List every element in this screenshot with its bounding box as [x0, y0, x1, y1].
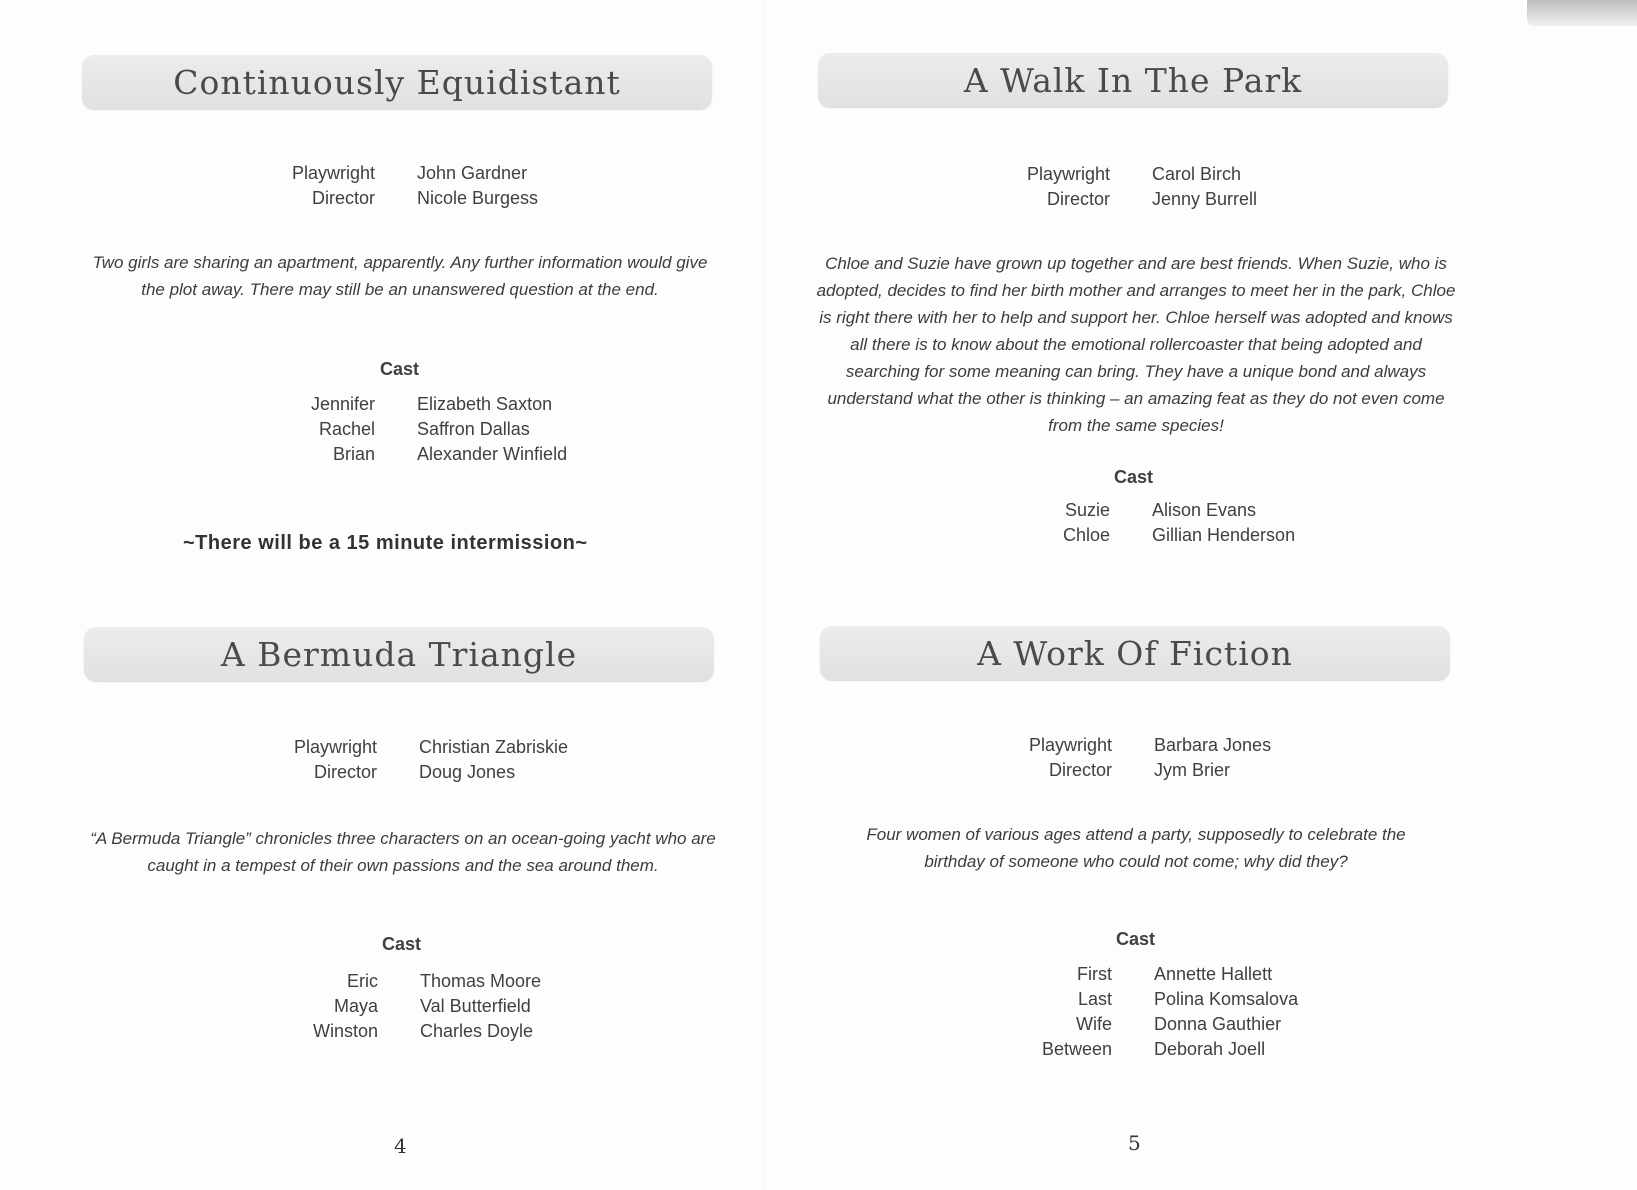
credit-role: Director — [1048, 760, 1112, 780]
cast-heading: Cast — [382, 934, 422, 954]
credits-block — [1000, 162, 1257, 212]
cast-row — [265, 392, 567, 417]
cast-name: Alison Evans — [1152, 500, 1257, 520]
cast-role: Eric — [347, 971, 378, 991]
play-title-banner — [818, 53, 1448, 107]
cast-name: Annette Hallett — [1154, 964, 1273, 984]
cast-row — [1002, 1037, 1298, 1062]
cast-role: First — [1077, 964, 1112, 984]
credit-role: Director — [313, 762, 377, 782]
play-title-banner — [820, 626, 1450, 680]
credit-role: Playwright — [1026, 164, 1110, 184]
page-number: 5 — [1128, 1131, 1141, 1155]
cast-list — [1000, 498, 1295, 548]
cast-list — [268, 969, 541, 1044]
credit-row — [1000, 187, 1257, 212]
credits-block — [1002, 733, 1271, 783]
cast-name: Donna Gauthier — [1154, 1014, 1282, 1034]
cast-name: Charles Doyle — [420, 1021, 534, 1041]
left-page — [0, 0, 800, 1190]
play-synopsis: “A Bermuda Triangle” chronicles three characters on an ocean-going yacht who are caught in a tempest of their own passions and the sea around them. — [90, 829, 716, 875]
credit-name: Jenny Burrell — [1152, 189, 1258, 209]
play-synopsis: Two girls are sharing an apartment, apparently. Any further information would give the plot away. There may still be an unanswered question at the end. — [92, 253, 708, 299]
cast-role: Between — [1041, 1039, 1112, 1059]
credit-row — [267, 760, 568, 785]
cast-row — [1002, 962, 1298, 987]
cast-name: Alexander Winfield — [417, 444, 568, 464]
cast-role: Jennifer — [310, 394, 375, 414]
cast-list — [265, 392, 567, 467]
right-page — [800, 0, 1637, 1190]
cast-role: Last — [1077, 989, 1112, 1009]
cast-name: Elizabeth Saxton — [417, 394, 553, 414]
credit-name: Carol Birch — [1152, 164, 1242, 184]
cast-row — [265, 417, 567, 442]
cast-row — [1002, 987, 1298, 1012]
cast-role: Maya — [333, 996, 378, 1016]
credit-role: Playwright — [291, 163, 375, 183]
credit-role: Playwright — [1028, 735, 1112, 755]
cast-row — [265, 442, 567, 467]
play-title: A Work Of Fiction — [977, 633, 1293, 673]
cast-name: Val Butterfield — [420, 996, 531, 1016]
credit-role: Director — [1046, 189, 1110, 209]
cast-row — [1000, 498, 1295, 523]
play-synopsis: Chloe and Suzie have grown up together and are best friends. When Suzie, who is adopted, decides to find her birth mother and arranges to meet her in the park, Chloe is right there with her to help and support her. Chloe herself was adopted and knows all there is to know about the emotional rollercoaster that being adopted and searching for some meaning can bring. They have a unique bond and always understand what the other is thinking – an amazing feat as they do not even come from the same species! — [816, 254, 1456, 435]
cast-name: Gillian Henderson — [1152, 525, 1296, 545]
cast-row — [268, 994, 541, 1019]
play-synopsis: Four women of various ages attend a party, supposedly to celebrate the birthday of someone who could not come; why did they? — [866, 825, 1406, 871]
credit-name: John Gardner — [417, 163, 528, 183]
cast-row — [268, 1019, 541, 1044]
cast-role: Wife — [1076, 1014, 1112, 1034]
credit-name: Jym Brier — [1154, 760, 1230, 780]
cast-list — [1002, 962, 1298, 1062]
credit-row — [265, 186, 538, 211]
credit-row — [1002, 733, 1271, 758]
cast-row — [1002, 1012, 1298, 1037]
credit-name: Nicole Burgess — [417, 188, 539, 208]
credit-name: Christian Zabriskie — [419, 737, 569, 757]
play-title-banner — [82, 55, 712, 109]
play-title-banner — [84, 627, 714, 681]
credits-block — [265, 161, 538, 211]
cast-role: Winston — [312, 1021, 378, 1041]
cast-role: Chloe — [1062, 525, 1110, 545]
cast-heading: Cast — [1114, 467, 1154, 487]
credit-role: Director — [311, 188, 375, 208]
cast-name: Polina Komsalova — [1154, 989, 1299, 1009]
credit-row — [265, 161, 538, 186]
cast-role: Suzie — [1064, 500, 1110, 520]
cast-role: Rachel — [318, 419, 375, 439]
cast-heading: Cast — [1116, 929, 1156, 949]
cast-row — [268, 969, 541, 994]
credit-role: Playwright — [293, 737, 377, 757]
credits-block — [267, 735, 568, 785]
credit-row — [267, 735, 568, 760]
credit-row — [1000, 162, 1257, 187]
play-title: A Walk In The Park — [963, 60, 1303, 100]
cast-role: Brian — [332, 444, 375, 464]
page-number: 4 — [394, 1134, 407, 1158]
cast-name: Saffron Dallas — [417, 419, 530, 439]
cast-name: Deborah Joell — [1154, 1039, 1266, 1059]
play-title: A Bermuda Triangle — [220, 634, 578, 674]
intermission-notice: ~There will be a 15 minute intermission~ — [183, 532, 588, 554]
cast-heading: Cast — [380, 359, 420, 379]
cast-name: Thomas Moore — [420, 971, 542, 991]
credit-name: Doug Jones — [419, 762, 516, 782]
credit-row — [1002, 758, 1271, 783]
cast-row — [1000, 523, 1295, 548]
play-title: Continuously Equidistant — [173, 62, 621, 102]
credit-name: Barbara Jones — [1154, 735, 1272, 755]
